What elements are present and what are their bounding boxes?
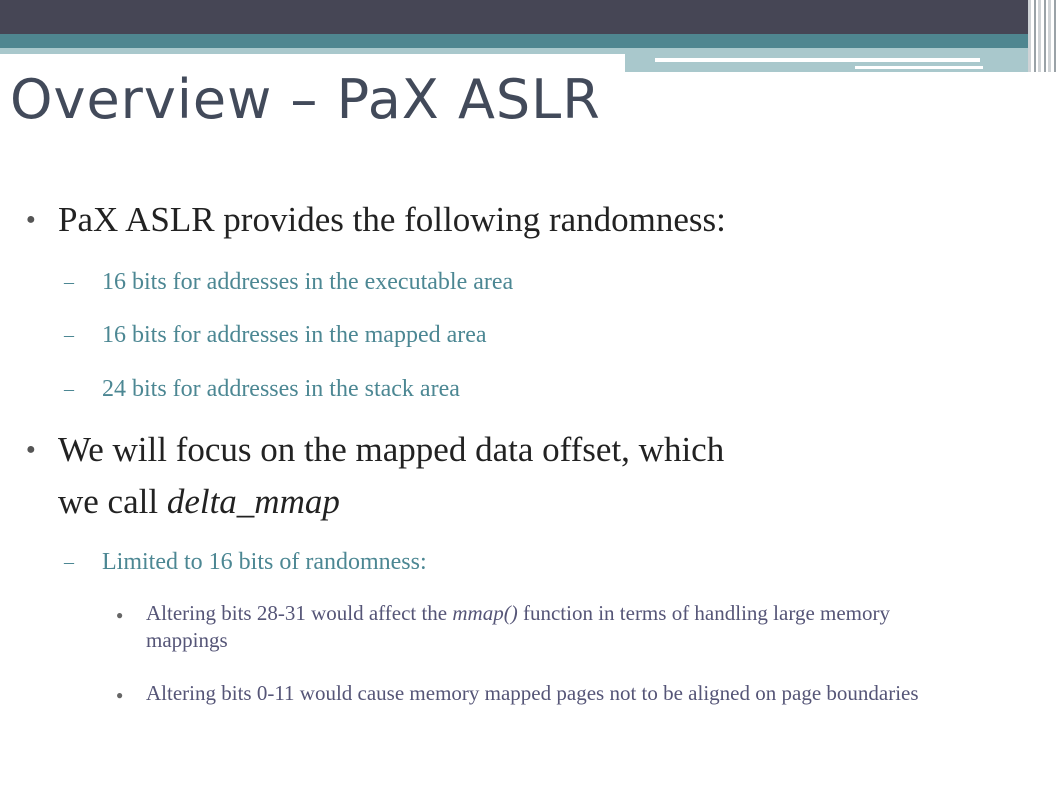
bullet-2-prefix: we call [58,482,167,521]
dash-icon: – [64,551,74,573]
bullet-dot-icon: ● [26,441,36,458]
text-prefix: Altering bits 28-31 would affect the [146,601,453,625]
sub-bullet-text: 16 bits for addresses in the mapped area [102,322,487,348]
dash-icon: – [64,378,74,400]
bullet-1-text: PaX ASLR provides the following randomness: [58,200,726,239]
dash-icon: – [64,271,74,293]
sub-sub-bullet-text: Altering bits 0-11 would cause memory mapped pages not to be aligned on page boundaries [146,681,919,705]
text-suffix: function in terms of handling large memory mappings [146,601,890,652]
bullet-dot-icon: ● [116,608,124,622]
bullet-2-text-line1: We will focus on the mapped data offset, which [58,430,725,469]
sub-bullet-text: 16 bits for addresses in the executable area [102,269,514,295]
slide-title: Overview – PaX ASLR [10,68,601,131]
sub-sub-bullet-text [146,600,946,654]
delta-mmap-term: delta_mmap [166,482,340,521]
dash-icon: – [64,324,74,346]
bullet-dot-icon: ● [26,211,36,228]
bullet-2-text-line2 [58,480,340,524]
bullet-dot-icon: ● [116,688,124,702]
sub-bullet-text: 24 bits for addresses in the stack area [102,376,460,402]
mmap-term: mmap() [452,601,518,625]
sub-bullet-text: Limited to 16 bits of randomness: [102,549,427,575]
